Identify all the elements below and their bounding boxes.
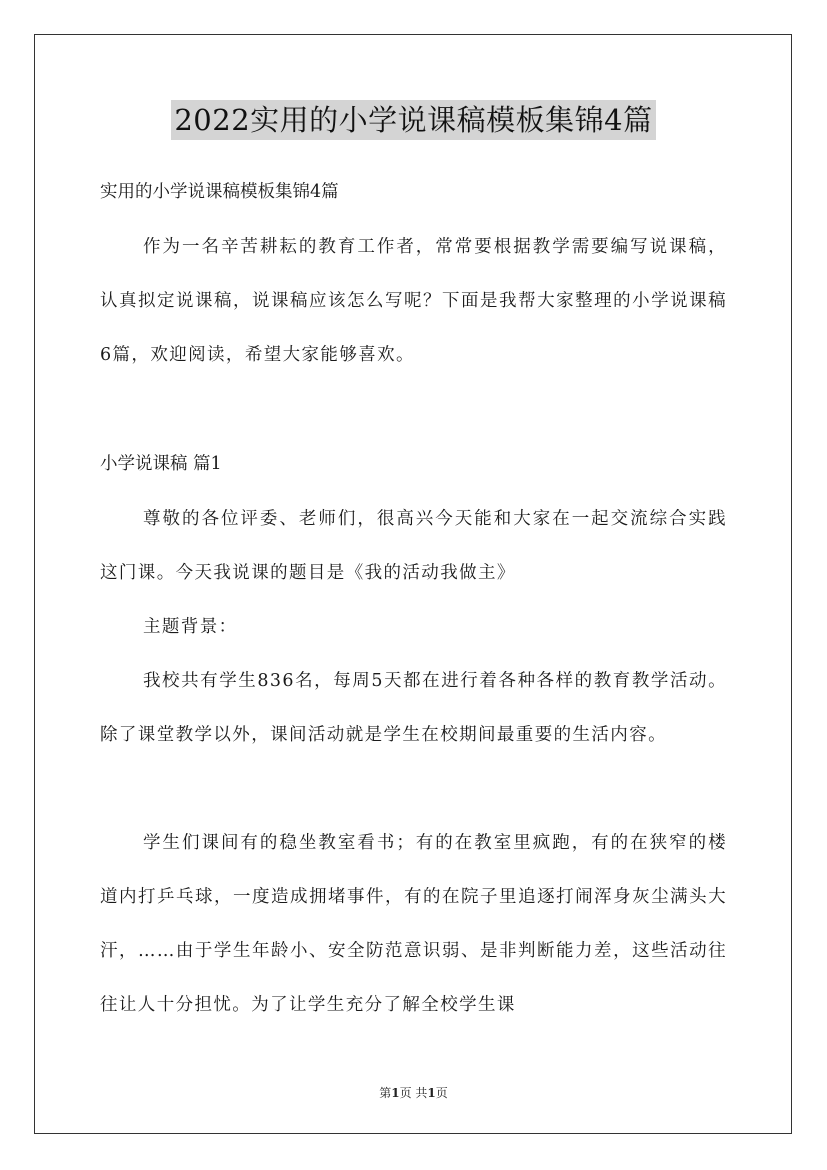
body-paragraph-2: 我校共有学生836名，每周5天都在进行着各种各样的教育教学活动。除了课堂教学以外，课间活动就是学生在校期间最重要的生活内容。: [100, 671, 727, 745]
page-footer: [0, 1085, 827, 1101]
footer-page-mid: 页 共: [399, 1086, 428, 1100]
title-container: [0, 100, 827, 140]
footer-page-prefix: 第: [379, 1086, 392, 1100]
section-heading: 小学说课稿 篇1: [100, 454, 222, 474]
footer-page-suffix: 页: [435, 1086, 448, 1100]
body-paragraph-3: 学生们课间有的稳坐教室看书；有的在教室里疯跑，有的在狭窄的楼道内打乒乓球，一度造成拥堵事件，有的在院子里追逐打闹浑身灰尘满头大汗，……由于学生年龄小、安全防范意识弱、是非判断能力差，这些活动往往让人十分担忧。为了让学生充分了解全校学生课: [100, 833, 727, 1015]
footer-page-total: 1: [427, 1086, 436, 1100]
topic-label: 主题背景：: [143, 617, 238, 637]
body-paragraph-1: 尊敬的各位评委、老师们，很高兴今天能和大家在一起交流综合实践这门课。今天我说课的题目是《我的活动我做主》: [100, 509, 727, 583]
footer-page-current: 1: [391, 1086, 400, 1100]
document-subtitle: 实用的小学说课稿模板集锦4篇: [100, 182, 339, 202]
document-title: 2022实用的小学说课稿模板集锦4篇: [171, 100, 655, 140]
intro-paragraph: 作为一名辛苦耕耘的教育工作者，常常要根据教学需要编写说课稿，认真拟定说课稿，说课稿应该怎么写呢？下面是我帮大家整理的小学说课稿6篇，欢迎阅读，希望大家能够喜欢。: [100, 237, 727, 365]
